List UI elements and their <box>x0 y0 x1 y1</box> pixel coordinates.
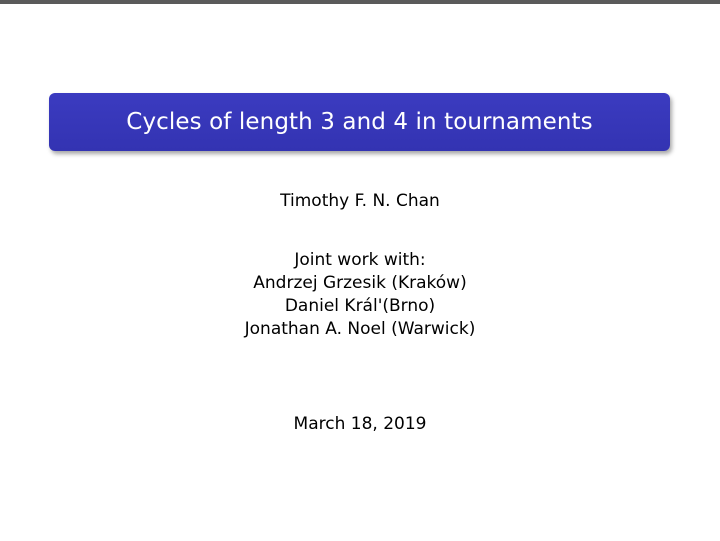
collaborator-item: Daniel Král'(Brno) <box>284 296 436 316</box>
presentation-date: March 18, 2019 <box>293 414 427 434</box>
title-box <box>49 93 670 151</box>
collaborator-item: Andrzej Grzesik (Kraków) <box>253 273 467 293</box>
joint-work-label: Joint work with: <box>294 250 426 270</box>
slide-title: Cycles of length 3 and 4 in tournaments <box>126 109 593 135</box>
author-name: Timothy F. N. Chan <box>280 191 440 211</box>
collaborator-item: Jonathan A. Noel (Warwick) <box>244 319 476 339</box>
collaborators-block <box>0 249 720 341</box>
top-border-rule <box>0 0 720 4</box>
author-block <box>0 190 720 213</box>
date-block <box>0 413 720 436</box>
